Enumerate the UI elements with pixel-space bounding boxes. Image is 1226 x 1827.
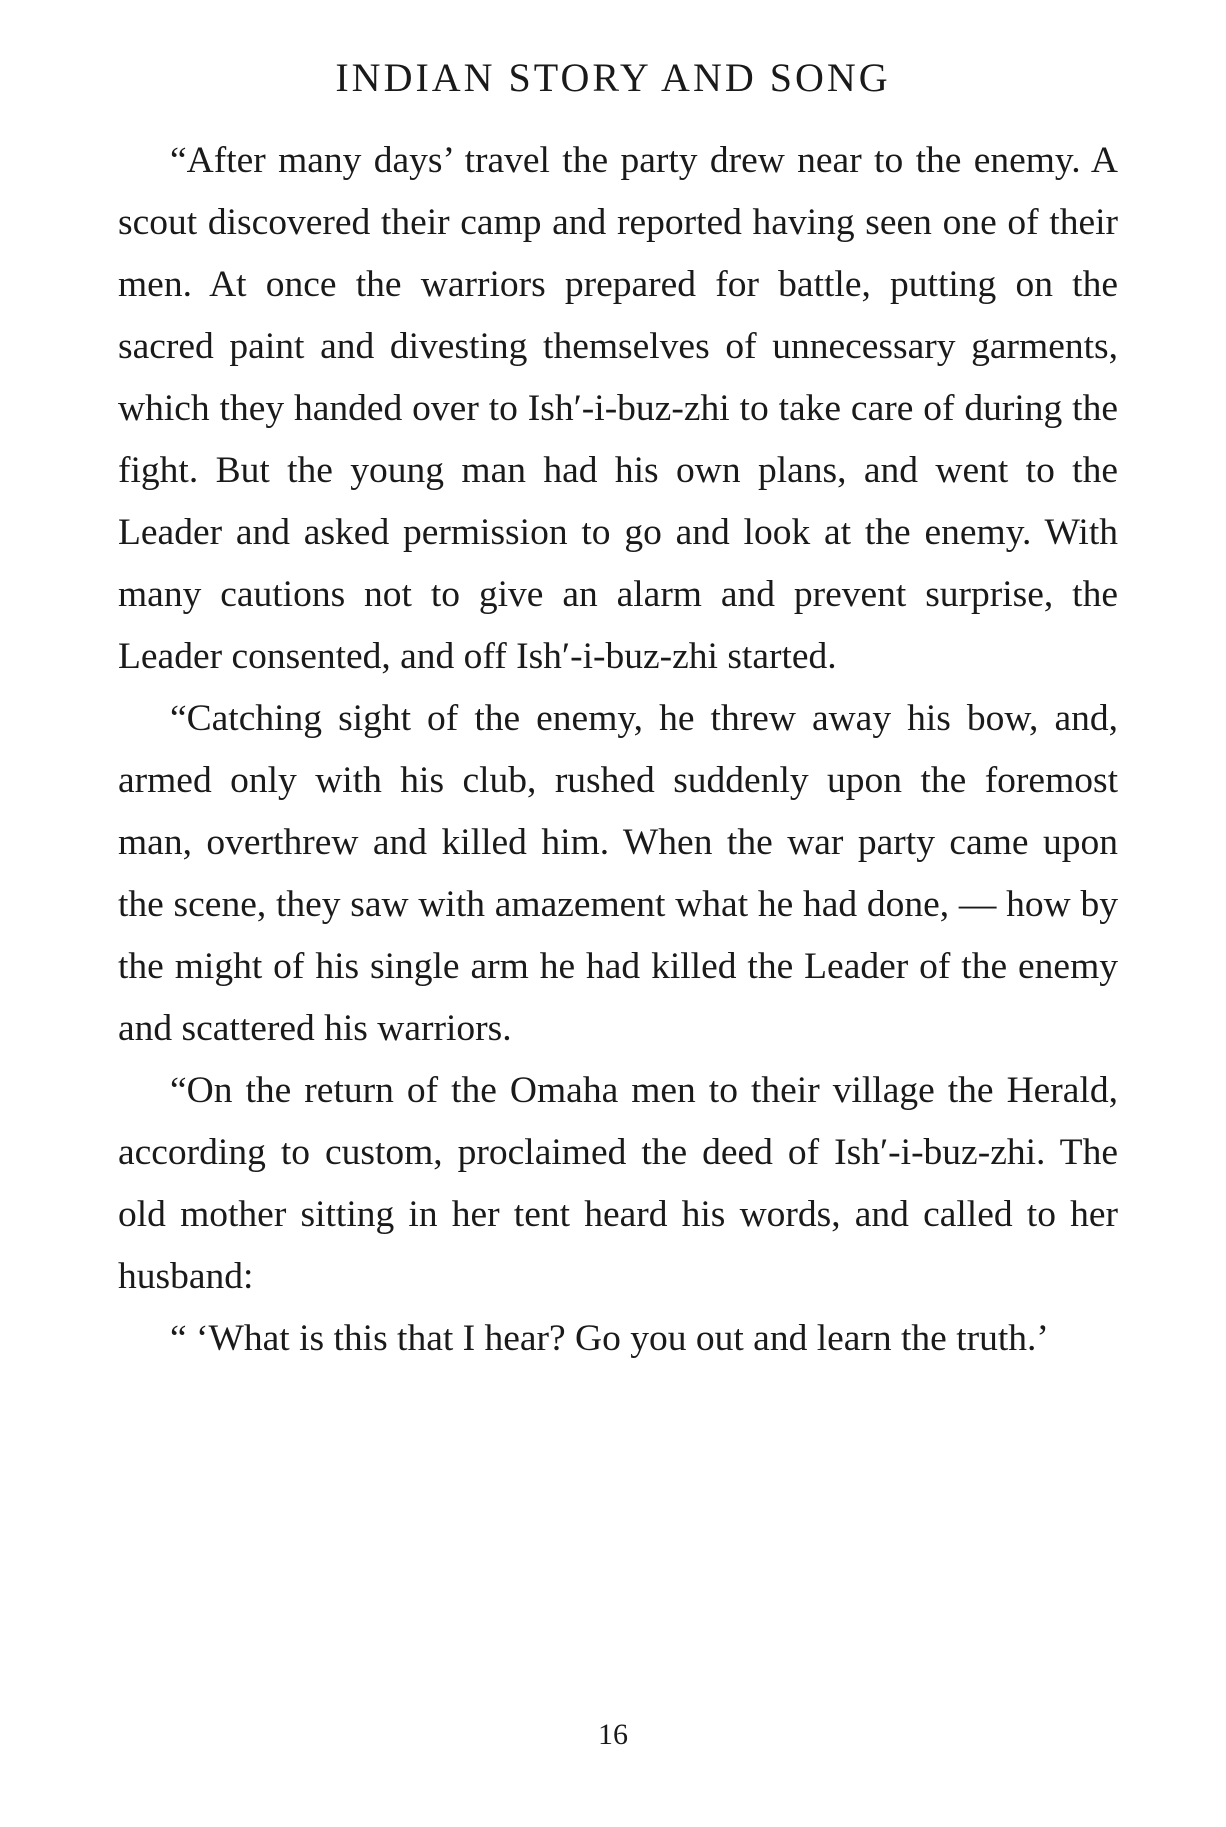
body-text bbox=[118, 130, 1118, 1370]
paragraph-1: “After many days’ travel the party drew near to the enemy. A scout discovered their camp and reported having seen one of their men. At once the warriors prepared for battle, putting on the sacred paint and divesting themselves of unnecessary garments, which they handed over to Ish′-i-buz-zhi to take care of during the fight. But the young man had his own plans, and went to the Leader and asked permission to go and look at the enemy. With many cautions not to give an alarm and prevent surprise, the Leader consented, and off Ish′-i-buz-zhi started. bbox=[118, 140, 1118, 677]
page-number: 16 bbox=[598, 1718, 628, 1751]
paragraph-4: “ ‘What is this that I hear? Go you out and learn the truth.’ bbox=[170, 1318, 1049, 1359]
paragraph-3: “On the return of the Omaha men to their village the Herald, according to custom, proclaimed the deed of Ish′-i-buz-zhi. The old mother sitting in her tent heard his words, and called to her husband: bbox=[118, 1070, 1118, 1297]
paragraph-2: “Catching sight of the enemy, he threw away his bow, and, armed only with his club, rushed suddenly upon the foremost man, overthrew and killed him. When the war party came upon the scene, they saw with amazement what he had done, — how by the might of his single arm he had killed the Leader of the enemy and scattered his warriors. bbox=[118, 698, 1118, 1049]
running-title: INDIAN STORY AND SONG bbox=[335, 55, 891, 100]
